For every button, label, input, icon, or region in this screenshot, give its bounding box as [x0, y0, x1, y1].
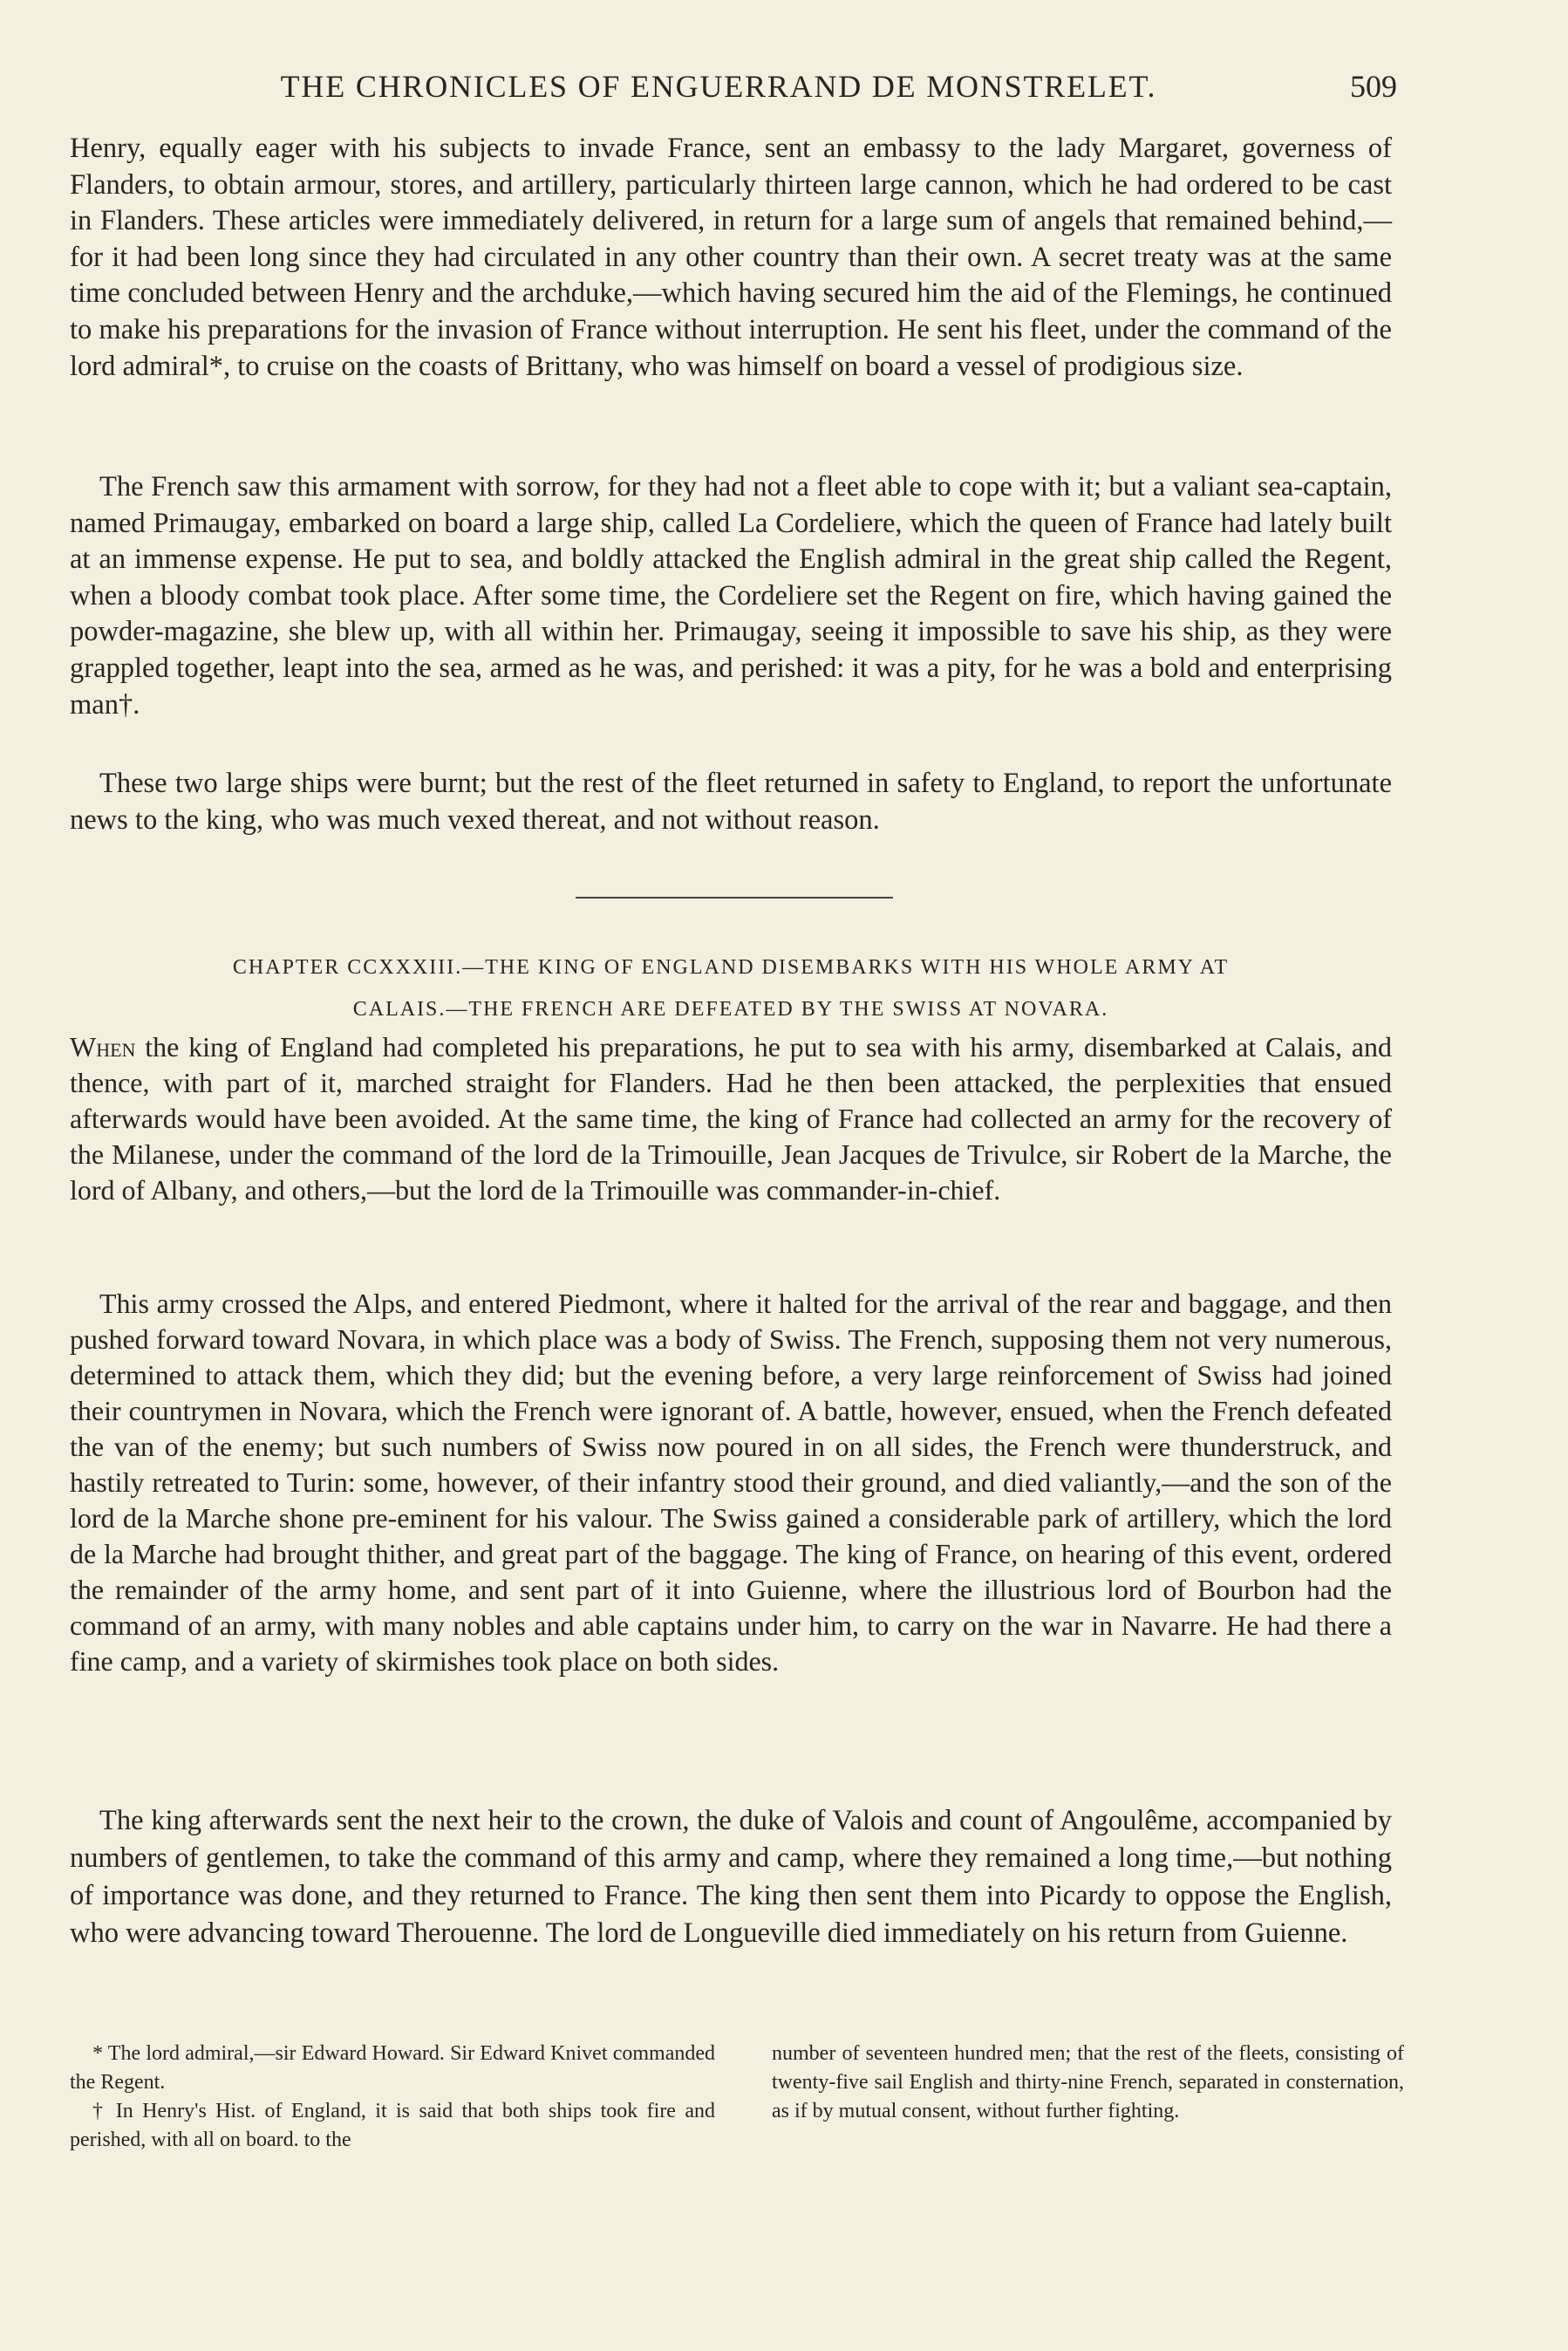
paragraph-french-armament: The French saw this armament with sorrow, for they had not a fleet able to cope with it; but a valiant sea-captain, named Primaugay, embarked on board a large ship, called La Cordeliere, which the queen of France had lately built at an immense expense. He put to sea, and boldly attacked the English admiral in the great ship called the Regent, when a bloody combat took place. After some time, the Cordeliere set the Regent on fire, which having gained the powder-magazine, she blew up, with all within her. Primaugay, seeing it impossible to save his ship, as they were grappled together, leapt into the sea, armed as he was, and perished: it was a pity, for he was a bold and enterprising man†.	[70, 471, 1392, 721]
footnote-lord-admiral: * The lord admiral,—sir Edward Howard. Sir Edward Knivet commanded the Regent.	[70, 2042, 715, 2094]
paragraph-henry-embassy: Henry, equally eager with his subjects to invade France, sent an embassy to the lady Margaret, governess of Flanders, to obtain armour, stores, and artillery, particularly thirteen large cannon, which he had ordered to be cast in Flanders. These articles were immediately delivered, in return for a large sum of angels that remained behind,—for it had been long since they had circulated in any other country than their own. A secret treaty was at the same time concluded between Henry and the archduke,—which having secured him the aid of the Flemings, he continued to make his preparations for the invasion of France without interruption. He sent his fleet, under the command of the lord admiral*, to cruise on the coasts of Brittany, who was himself on board a vessel of prodigious size.	[70, 133, 1392, 382]
footnotes-left-column	[70, 2040, 715, 2155]
footnote-henry-history: † In Henry's Hist. of England, it is said that both ships took fire and perished, with all on board. to the	[70, 2100, 715, 2151]
running-title: THE CHRONICLES OF ENGUERRAND DE MONSTRELET.	[280, 69, 1157, 104]
footnotes-right-column	[772, 2040, 1404, 2155]
section-divider	[576, 897, 893, 899]
paragraph-valois-command: The king afterwards sent the next heir to the crown, the duke of Valois and count of Angoulême, accompanied by numbers of gentlemen, to take the command of this army and camp, where they remained a long time,—but nothing of importance was done, and they returned to France. The king then sent them into Picardy to oppose the English, who were advancing toward Therouenne. The lord de Longueville died immediately on his return from Guienne.	[70, 1805, 1392, 1949]
paragraph-novara-battle: This army crossed the Alps, and entered Piedmont, where it halted for the arrival of the rear and baggage, and then pushed forward toward Novara, in which place was a body of Swiss. The French, supposing them not very numerous, determined to attack them, which they did; but the evening before, a very large reinforcement of Swiss had joined their countrymen in Novara, which the French were ignorant of. A battle, however, ensued, when the French defeated the van of the enemy; but such numbers of Swiss now poured in on all sides, the French were thunderstruck, and hastily retreated to Turin: some, however, of their infantry stood their ground, and died valiantly,—and the son of the lord de la Marche shone pre-eminent for his valour. The Swiss gained a considerable park of artillery, which the lord de la Marche had brought thither, and great part of the baggage. The king of France, on hearing of this event, ordered the remainder of the army home, and sent part of it into Guienne, where the illustrious lord of Bourbon had the command of an army, with many nobles and able captains under him, to carry on the war in Navarre. He had there a fine camp, and a variety of skirmishes took place on both sides.	[70, 1288, 1392, 1677]
chapter-heading-line-2: CALAIS.—THE FRENCH ARE DEFEATED BY THE SWISS AT NOVARA.	[352, 998, 1109, 1021]
paragraph-king-disembarks	[70, 1029, 1392, 1208]
page-header	[80, 68, 1397, 105]
opening-word: When	[70, 1031, 136, 1063]
chapter-heading	[70, 947, 1392, 1030]
chapter-heading-line-1: CHAPTER CCXXXIII.—THE KING OF ENGLAND DISEMBARKS WITH HIS WHOLE ARMY AT	[232, 956, 1230, 979]
paragraph-king-disembarks-text: the king of England had completed his preparations, he put to sea with his army, disembarked at Calais, and thence, with part of it, marched straight for Flanders. Had he then been attacked, the perplexities that ensued afterwards would have been avoided. At the same time, the king of France had collected an army for the recovery of the Milanese, under the command of the lord de la Trimouille, Jean Jacques de Trivulce, sir Robert de la Marche, the lord of Albany, and others,—but the lord de la Trimouille was commander-in-chief.	[70, 1031, 1392, 1206]
paragraph-ships-burnt: These two large ships were burnt; but the rest of the fleet returned in safety to England, to report the unfortunate news to the king, who was much vexed thereat, and not without reason.	[70, 768, 1392, 836]
page-number: 509	[1350, 69, 1397, 104]
footnote-continuation: number of seventeen hundred men; that the rest of the fleets, consisting of twenty-five sail English and thirty-nine French, separated in consternation, as if by mutual consent, without further fighting.	[772, 2042, 1404, 2122]
footnotes	[70, 2040, 1404, 2155]
